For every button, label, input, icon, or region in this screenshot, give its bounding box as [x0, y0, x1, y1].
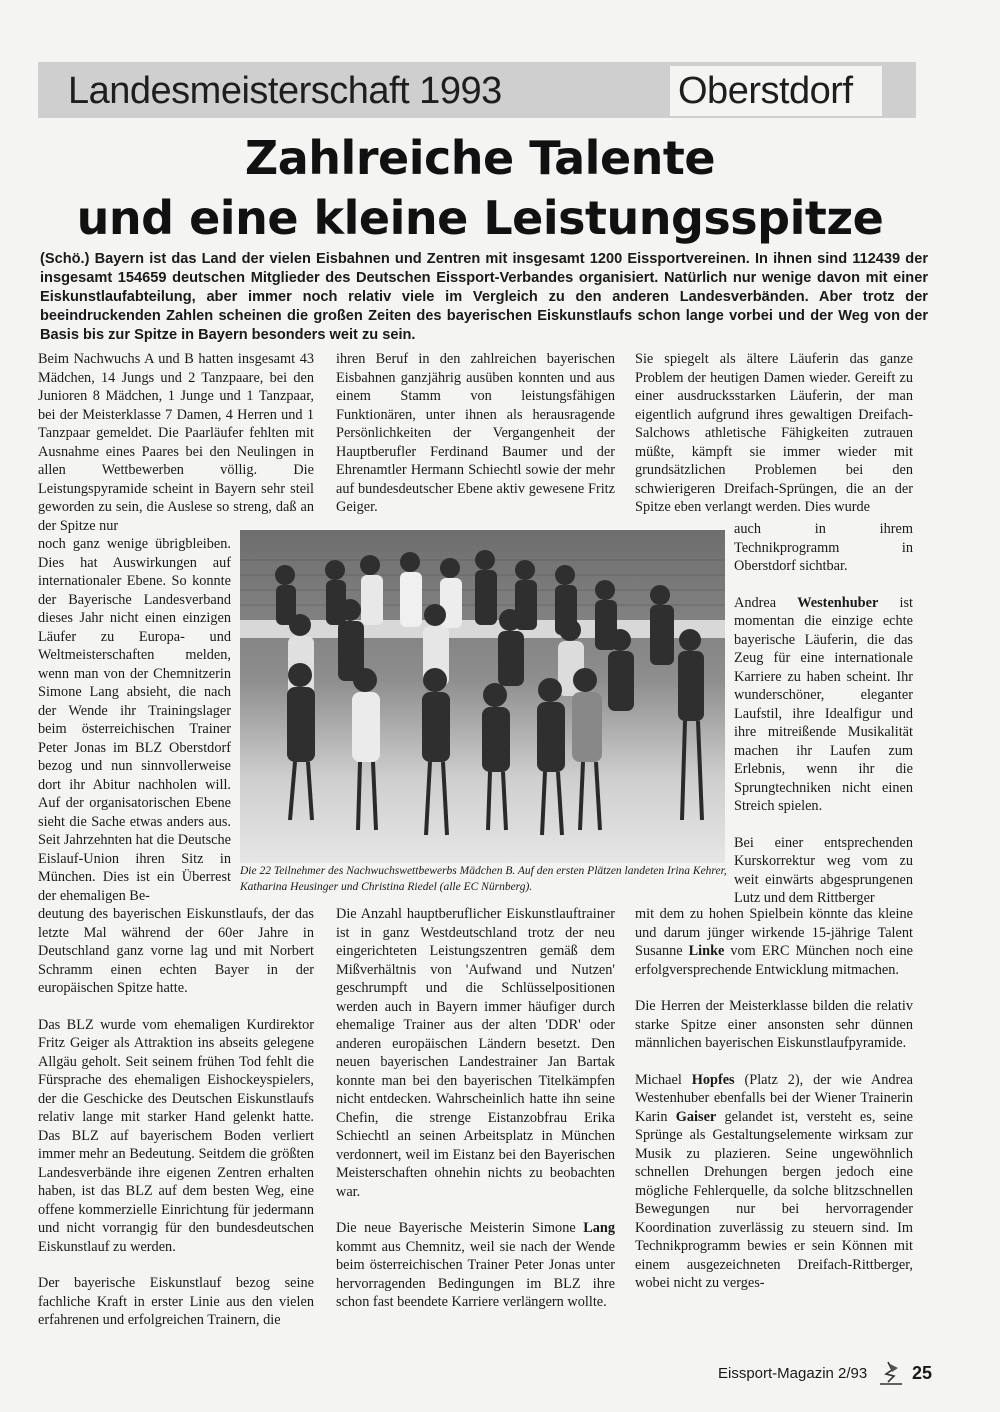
column-3-narrow-1: auch in ihrem Technikprogramm in Oberstdorf sichtbar. — [734, 521, 913, 574]
column-1-narrow: noch ganz wenige übrigbleiben. Dies hat Auswirkungen auf internationaler Ebene. So konnte der Bayerische Landesverband dieses Jahr nicht einen einzigen Läufer zu Europa- und Weltmeisterschaften melden, wenn man von der Chemnitzerin Simone Lang absieht, die nach der Wende ihr Trainingslager beim österreichischen Trainer Peter Jonas im BLZ Oberstdorf bezog und nun sinnvollerweise dort ihr Abitur nachholen will. Auf der organisatorischen Ebene sieht die Sache etwas anders aus. Seit Jahrzehnten hat die Deutsche Eislauf-Union ihren Sitz in München. Dies ist ein Überrest der ehemaligen Be- — [38, 536, 231, 904]
column-3-bottom — [635, 905, 913, 1293]
skater-logo-icon — [876, 1360, 906, 1386]
lead-paragraph: (Schö.) Bayern ist das Land der vielen Eisbahnen und Zentren mit insgesamt 1200 Eissportvereinen. In ihnen sind 112439 der insgesamt 154659 deutschen Mitglieder des Deutschen Eissport-Verbandes organisiert. Natürlich nur wenige davon mit einer Eiskunstlaufabteilung, aber immer noch relativ viele im Vergleich zu den anderen Landesverbänden. Aber trotz der beeindruckenden Zahlen scheinen die großen Zeiten des bayerischen Eiskunstlaufs schon lange vorbei und der Weg von der Basis bis zur Spitze in Bayern besonders weit zu sein. — [40, 251, 928, 343]
column-2-top: ihren Beruf in den zahlreichen bayerischen Eisbahnen ganzjährig ausüben konnten und aus einem Stamm von leistungsfähigen Funktionären, unter ihnen als herausragende Persönlichkeiten der Vergangenheit der Hauptberufler Ferdinand Baumer und der Ehrenamtler Hermann Schiechtl sowie der mehr auf bundesdeutscher Ebene aktiv gewesene Fritz Geiger. — [336, 351, 615, 515]
column-3-paragraph-2: Die Herren der Meisterklasse bilden die relativ starke Spitze einer ansonsten sehr dünnen männlichen bayerischen Eiskunstlaufpyramide. — [635, 998, 913, 1051]
team-photo — [240, 530, 725, 863]
event-title: Landesmeisterschaft 1993 — [68, 70, 502, 112]
column-3-narrow-3: Bei einer entsprechenden Kurskorrektur weg vom zu weit einwärts abgesprungenen Lutz und dem Rittberger — [734, 834, 913, 906]
column-2-bottom — [336, 905, 615, 1312]
column-1-top: Beim Nachwuchs A und B hatten insgesamt 43 Mädchen, 14 Jungs und 2 Tanzpaare, bei den Junioren 8 Mädchen, 1 Junge und 1 Tanzpaar, bei der Meisterklasse 7 Damen, 4 Herren und 1 Tanzpaar gemeldet. Die Paarläufer fehlten mit Ausnahme eines Paares bei den Neulingen in allen Wettbewerben völlig. Die Leistungspyramide scheint in Bayern sehr steil geworden zu sein, die Auslese so streng, daß an der Spitze nur — [38, 351, 314, 534]
column-1-bottom — [38, 905, 314, 1330]
magazine-issue: Eissport-Magazin 2/93 — [718, 1365, 868, 1382]
column-3-top: Sie spiegelt als ältere Läuferin das ganze Problem der heutigen Damen wieder. Gereift zu einer ausdrucksstarken Läuferin, der man eigentlich aufgrund ihres gewaltigen Dreifach-Salchows athletische Fähigkeiten zutrauen müßte, kämpft sie immer wieder mit grundsätzlichen Problemen bei den schwierigeren Dreifach-Sprüngen, die an der Spitze eben verlangt werden. Dies wurde — [635, 351, 913, 515]
photo-caption: Die 22 Teilnehmer des Nachwuchswettbewerbs Mädchen B. Auf den ersten Plätzen landeten Irina Kehrer, Katharina Heusinger und Christina Riedel (alle EC Nürnberg). — [240, 865, 727, 893]
location-label: Oberstdorf — [678, 70, 853, 112]
page-number: 25 — [912, 1363, 933, 1383]
column-1-paragraph-3: Der bayerische Eiskunstlauf bezog seine fachliche Kraft in erster Linie aus den vielen erfahrenen und erfolgreichen Trainern, die — [38, 1275, 314, 1328]
column-2-paragraph-1: Die Anzahl hauptberuflicher Eiskunstlauftrainer ist in ganz Westdeutschland trotz der neu eingerichteten Leistungszentren gemäß dem Mißverhältnis von 'Aufwand und Nutzen' geschrumpft und die Schlüsselpositionen werden auch in Bayern immer häufiger durch ehemalige Trainer aus der alten 'DDR' oder anderen europäischen Ländern besetzt. Den neuen bayerischen Landestrainer Jan Bartak konnte man bei den bayerischen Titelkämpfen nicht entdecken. Wahrscheinlich hatte ihn seine Chefin, die strenge Eistanzobfrau Erika Schiechtl an seinen Arbeitsplatz in München verdonnert, weil im Eistanz bei den Bayerischen Meisterschaften ohnehin nichts zu beobachten war. — [336, 906, 615, 1200]
team-photo-illustration — [240, 530, 725, 863]
column-3-paragraph-3: Michael Hopfes (Platz 2), der wie Andrea Westenhuber ebenfalls bei der Wiener Trainerin Karin Gaiser gelandet ist, versteht es, seine Sprünge als Gestaltungselemente wirksam zur Musik zu plazieren. Seine ungewöhnlich schnellen Drehungen bergen jedoch eine mögliche Fehlerquelle, da solche blitzschnellen Bewegungen nur bei hervorragender Koordination zuverlässig zu steuern sind. Im Technikprogramm bewies er sein Können mit einem ausgezeichneten Dreifach-Rittberger, wobei nicht zu verges- — [635, 1071, 913, 1291]
column-2-paragraph-2: Die neue Bayerische Meisterin Simone Lang kommt aus Chemnitz, weil sie nach der Wende beim österreichischen Trainer Peter Jonas unter hervorragenden Bedingungen im BLZ ihre schon fast beendete Karriere verlängern wollte. — [336, 1220, 615, 1310]
column-1-bottom-text: deutung des bayerischen Eiskunstlaufs, der das letzte Mal während der 60er Jahre in Deutschland ganz vorne lag und mit Norbert Schramm einen echten Bayer in der europäischen Spitze hatte. — [38, 906, 314, 996]
column-3-narrow — [734, 520, 913, 908]
column-3-narrow-2: Andrea Westenhuber ist momentan die einzige echte bayerische Läuferin, die das Zeug für eine internationale Karriere zu haben scheint. Ihr wunderschöner, eleganter Laufstil, ihre Idealfigur und ihre mitreißende Musikalität machen ihr Laufen zum Erlebnis, wenn ihr die Sprungtechniken nicht einen Streich spielen. — [734, 594, 913, 814]
location-box — [670, 66, 882, 116]
column-1-paragraph-2: Das BLZ wurde vom ehemaligen Kurdirektor Fritz Geiger als Attraktion ins abseits gelegene Allgäu geholt. Seit seinem frühen Tod fehlt die Fürsprache des ehemaligen Eishockeyspielers, der die Geschicke des Deutschen Eiskunstlaufs relativ lange mit starker Hand gelenkt hatte. Das BLZ auf bayerischem Boden verliert immer mehr an Bedeutung. Seitdem die größten Landesverbände ihre eigenen Zentren erhalten haben, ist das BLZ auf dem besten Weg, eine offene kommerzielle Einrichtung für jedermann und nicht vorrangig für den bundesdeutschen Eiskunstlauf zu werden. — [38, 1016, 314, 1255]
headline-line-1: Zahlreiche Talente — [244, 131, 716, 185]
headline-line-2: und eine kleine Leistungsspitze — [76, 191, 884, 245]
column-3-bottom-text: mit dem zu hohen Spielbein könnte das kleine und darum jünger wirkende 15-jährige Talent Susanne Linke vom ERC München noch eine erfolgversprechende Entwicklung mitmachen. — [635, 906, 913, 978]
